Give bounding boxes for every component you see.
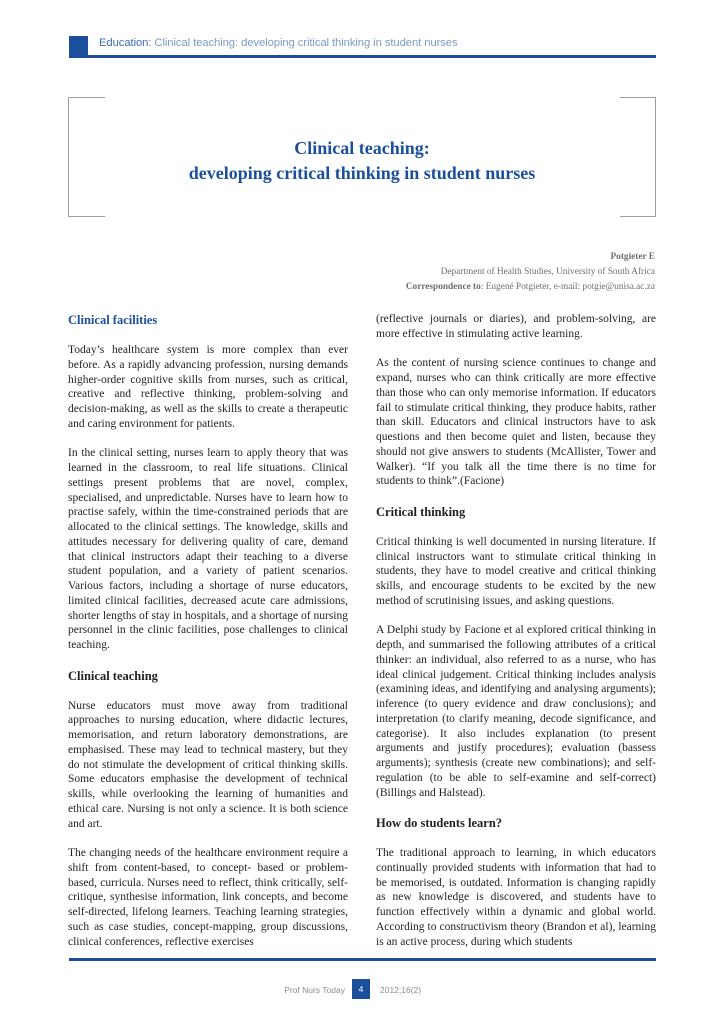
running-head	[99, 37, 458, 49]
paragraph: Nurse educators must move away from traditional approaches to nursing education, where didactic lectures, memorisation, and return laboratory demonstrations, are emphasised. These may lead to technical mastery, but they do not stimulate the development of critical thinking skills. Some educators emphasise the development of technical skills, while overlooking the learning of humanities and ethical care. Nursing is not only a science. It is both science and art.	[68, 699, 348, 830]
left-column	[68, 312, 348, 949]
running-head-text: Clinical teaching: developing critical thinking in student nurses	[151, 37, 458, 49]
footer-journal-name: Prof Nurs Today	[284, 985, 345, 995]
running-head-label: Education:	[99, 37, 152, 49]
correspondence-text: : Eugené Potgieter, e-mail: potgie@unisa.ac.za	[480, 282, 655, 292]
correspondence-label: Correspondence to	[405, 282, 481, 292]
paragraph: As the content of nursing science continues to change and expand, nurses who can think critically are more effective than those who can only memorise information. If educators fail to stimulate critical thinking, they produce habits, rather than skill. Educators and clinical instructors have to ask questions and then become quiet and listen, because they should not give answers to students (McAllister, Tower and Walker). “If you talk all the time there is no time for students to think”.(Facione)	[376, 357, 656, 488]
author-affiliation: Department of Health Studies, University of South Africa	[440, 267, 655, 277]
paragraph: A Delphi study by Facione et al explored critical thinking in depth, and summarised the following attributes of a critical thinker: an individual, also referred to as a nurse, who has ideal clinical judgement. Critical thinking includes analysis (examining ideas, and identifying and analysing arguments); inference (to query evidence and draw conclusions); and interpretation (to clarify meaning, decode significance, and categorise). It also includes explanation (to present arguments and justify procedures); evaluation (bassess arguments); synthesis (create new combinations); and self-regulation (to be able to self-examine and self-correct) (Billings and Halstead).	[376, 624, 656, 799]
paragraph: The traditional approach to learning, in which educators continually provided students with information that had to be memorised, is outdated. Information is changing rapidly as new knowledge is discovered, and students have to function effectively within a dynamic and global world. According to constructivism theory (Brandon et al), learning is an active process, during which students	[376, 847, 656, 948]
right-column	[376, 312, 656, 949]
article-title-line-2: developing critical thinking in student nurses	[188, 163, 536, 183]
paragraph: In the clinical setting, nurses learn to apply theory that was learned in the classroom, to real life situations. Clinical settings present problems that are novel, complex, specialised, and unpredictable. Nurses have to learn how to practise safely, within the time-constrained periods that are allocated to the clinical settings. The knowledge, skills and attitudes necessary for delivering quality of care, demand that clinical instructors adapt their teaching to a diverse student population, and a variety of patient scenarios. Various factors, including a shortage of nurse educators, limited clinical facilities, decreased acute care admissions, shorter lengths of stay in hospitals, and a shortage of nursing personnel in the clinic facilities, pose challenges to clinical teaching.	[68, 447, 348, 651]
heading-how-students-learn: How do students learn?	[376, 816, 503, 830]
author-name: Potgieter E	[610, 252, 655, 262]
footer-rule	[69, 958, 656, 961]
paragraph: Critical thinking is well documented in nursing literature. If clinical instructors want to stimulate critical thinking in students, they have to model creative and critical thinking skills, and encourage students to be excited by the new method of scrutinising issues, and asking questions.	[376, 535, 656, 607]
header-accent-square	[69, 36, 88, 55]
heading-critical-thinking: Critical thinking	[376, 504, 466, 519]
footer-issue: 2012;16(2)	[380, 985, 422, 995]
paragraph: (reflective journals or diaries), and problem-solving, are more effective in stimulating active learning.	[376, 313, 656, 340]
paragraph: Today’s healthcare system is more complex than ever before. As a rapidly advancing profession, nursing demands higher-order cognitive skills from nurses, such as critical, creative and reflective thinking, problem-solving and decision-making, as well as the skills to create a therapeutic and caring environment for patients.	[68, 344, 348, 430]
article-title-line-1: Clinical teaching:	[294, 138, 430, 158]
header-rule	[69, 55, 656, 58]
author-correspondence	[406, 280, 655, 295]
article-title	[69, 136, 655, 186]
heading-clinical-facilities: Clinical facilities	[68, 313, 158, 327]
author-block	[406, 250, 655, 295]
paragraph: The changing needs of the healthcare environment require a shift from content-based, to concept- based or problem-based, curricula. Nurses need to reflect, think critically, self-critique, synthesise information, link concepts, and become self-directed, lifelong learners. Teaching learning strategies, such as case studies, concept-mapping, group discussions, clinical conferences, reflective exercises	[68, 847, 348, 948]
footer-page-number: 4	[352, 979, 370, 999]
heading-clinical-teaching: Clinical teaching	[68, 668, 158, 683]
